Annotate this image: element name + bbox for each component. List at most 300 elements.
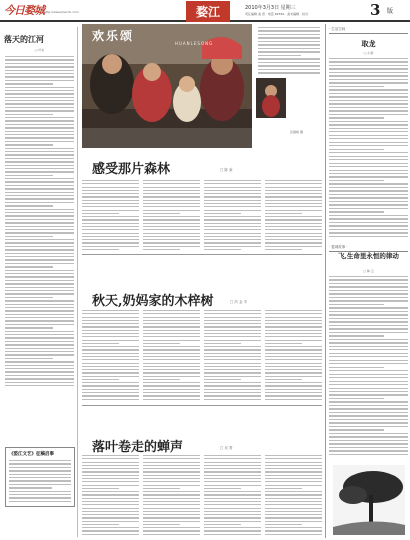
text-line <box>9 480 71 481</box>
text-line <box>329 283 408 284</box>
text-line <box>204 501 261 502</box>
text-line <box>143 336 200 337</box>
text-line <box>9 487 52 488</box>
text-line <box>5 144 53 145</box>
text-line <box>9 494 71 495</box>
text-line <box>329 79 408 80</box>
text-line <box>143 530 200 531</box>
text-line <box>5 148 74 149</box>
text-line <box>265 210 322 211</box>
text-line <box>82 392 139 393</box>
right-article-body-1 <box>329 58 408 237</box>
text-line <box>329 152 408 153</box>
text-column <box>204 455 261 537</box>
text-line <box>329 307 408 308</box>
text-line <box>82 340 139 341</box>
text-line <box>265 236 322 237</box>
text-line <box>82 504 139 505</box>
text-line <box>82 223 139 224</box>
text-line <box>204 521 261 522</box>
text-line <box>82 488 119 489</box>
text-line <box>265 527 322 528</box>
text-line <box>265 346 322 347</box>
text-line <box>5 90 74 91</box>
text-line <box>143 399 200 400</box>
text-line <box>82 530 139 531</box>
text-line <box>82 369 139 370</box>
text-column <box>204 310 261 402</box>
text-line <box>204 343 241 344</box>
text-line <box>265 511 322 512</box>
text-line <box>204 498 261 499</box>
text-line <box>5 76 74 77</box>
text-line <box>265 521 322 522</box>
left-article-body <box>2 56 77 386</box>
text-line <box>329 142 408 143</box>
text-line <box>5 341 74 342</box>
text-line <box>204 392 261 393</box>
text-line <box>204 488 241 489</box>
text-line <box>258 55 301 56</box>
text-line <box>5 127 74 128</box>
text-line <box>5 198 74 199</box>
text-line <box>82 349 139 350</box>
text-line <box>82 183 139 184</box>
text-line <box>329 398 384 399</box>
text-line <box>143 376 200 377</box>
text-line <box>258 37 320 38</box>
text-line <box>5 314 74 315</box>
text-line <box>143 478 200 479</box>
text-line <box>204 206 261 207</box>
text-line <box>329 325 408 326</box>
text-line <box>204 313 261 314</box>
text-line <box>5 165 74 166</box>
text-line <box>82 326 139 327</box>
text-line <box>329 218 408 219</box>
text-line <box>265 317 322 318</box>
text-line <box>82 180 139 181</box>
left-column <box>2 27 78 537</box>
text-line <box>143 508 200 509</box>
text-line <box>265 458 322 459</box>
text-line <box>82 246 139 247</box>
text-line <box>204 366 261 367</box>
text-line <box>82 346 139 347</box>
text-line <box>5 297 53 298</box>
text-line <box>258 30 320 31</box>
text-line <box>258 34 320 35</box>
text-line <box>204 458 261 459</box>
text-line <box>143 193 200 194</box>
text-line <box>82 395 139 396</box>
text-line <box>143 216 200 217</box>
text-line <box>82 462 139 463</box>
text-line <box>82 229 139 230</box>
text-line <box>329 131 408 132</box>
text-line <box>5 202 74 203</box>
text-line <box>143 389 200 390</box>
right-article-author-1: □ 小新 <box>363 51 374 55</box>
text-line <box>82 200 139 201</box>
text-line <box>329 346 408 347</box>
text-line <box>5 365 74 366</box>
text-line <box>5 280 74 281</box>
text-line <box>265 187 322 188</box>
text-line <box>265 481 322 482</box>
text-line <box>204 229 261 230</box>
text-line <box>265 343 302 344</box>
text-line <box>265 389 322 390</box>
text-line <box>5 175 53 176</box>
text-line <box>143 524 180 525</box>
text-line <box>9 460 71 461</box>
text-line <box>5 320 74 321</box>
article-3-title: 落叶卷走的蝉声 <box>92 440 184 455</box>
text-line <box>204 524 241 525</box>
text-column <box>82 180 139 252</box>
text-line <box>82 517 139 518</box>
text-line <box>329 353 408 354</box>
text-line <box>329 356 408 357</box>
text-line <box>82 366 139 367</box>
text-line <box>143 395 200 396</box>
text-line <box>265 366 322 367</box>
issue-date: 2010年3月3日 星期三 <box>245 5 296 11</box>
text-line <box>265 376 322 377</box>
text-line <box>5 73 74 74</box>
text-line <box>329 236 408 237</box>
text-line <box>143 356 200 357</box>
text-line <box>5 222 74 223</box>
text-line <box>5 259 74 260</box>
text-line <box>5 276 74 277</box>
text-line <box>204 249 241 250</box>
text-line <box>329 107 408 108</box>
text-line <box>258 51 320 52</box>
text-line <box>329 381 408 382</box>
text-line <box>82 323 139 324</box>
text-line <box>9 501 71 502</box>
text-line <box>329 279 408 280</box>
text-line <box>204 226 261 227</box>
text-line <box>329 176 408 177</box>
text-line <box>143 187 200 188</box>
text-line <box>204 242 261 243</box>
text-line <box>82 210 139 211</box>
text-line <box>5 283 74 284</box>
text-line <box>258 69 320 70</box>
text-line <box>265 200 322 201</box>
text-line <box>143 320 200 321</box>
text-line <box>143 343 180 344</box>
text-line <box>5 266 53 267</box>
text-line <box>5 93 74 94</box>
text-line <box>329 394 408 395</box>
text-line <box>82 527 139 528</box>
text-line <box>143 249 180 250</box>
text-line <box>204 233 261 234</box>
text-line <box>265 478 322 479</box>
text-line <box>265 223 322 224</box>
text-line <box>5 293 74 294</box>
text-line <box>204 346 261 347</box>
text-line <box>329 103 408 104</box>
text-line <box>329 429 384 430</box>
text-line <box>82 236 139 237</box>
text-line <box>204 356 261 357</box>
text-line <box>143 223 200 224</box>
text-line <box>329 450 408 451</box>
text-line <box>5 114 53 115</box>
text-line <box>5 212 74 213</box>
text-line <box>329 190 408 191</box>
text-line <box>143 501 200 502</box>
text-line <box>5 120 74 121</box>
article-3 <box>82 436 183 455</box>
text-line <box>9 497 71 498</box>
text-line <box>5 354 74 355</box>
text-line <box>329 342 408 343</box>
text-line <box>204 462 261 463</box>
text-line <box>5 334 74 335</box>
text-line <box>9 470 71 471</box>
text-line <box>329 89 408 90</box>
text-line <box>329 72 408 73</box>
text-line <box>204 389 261 390</box>
text-line <box>329 145 408 146</box>
text-line <box>265 488 302 489</box>
text-line <box>82 219 139 220</box>
banner-title: 欢乐颂 <box>92 29 135 43</box>
text-line <box>82 363 139 364</box>
article-2 <box>82 290 214 309</box>
text-line <box>5 205 53 206</box>
text-line <box>5 310 74 311</box>
text-line <box>204 468 261 469</box>
text-line <box>82 534 139 535</box>
text-line <box>329 440 408 441</box>
text-line <box>265 249 302 250</box>
text-line <box>204 511 261 512</box>
article-2-author: □ 冯 金 辛 <box>230 300 248 304</box>
text-line <box>265 336 322 337</box>
text-line <box>329 166 408 167</box>
text-line <box>143 206 200 207</box>
text-line <box>5 87 74 88</box>
text-line <box>204 530 261 531</box>
text-line <box>329 405 408 406</box>
text-line <box>204 471 261 472</box>
text-line <box>5 331 74 332</box>
text-line <box>82 372 139 373</box>
editor-info: 责任编辑 美 君 · 电话 82362 · 美术编辑 · 校对 <box>245 12 308 16</box>
text-line <box>329 419 408 420</box>
text-line <box>82 379 119 380</box>
text-line <box>265 455 322 456</box>
text-line <box>82 356 139 357</box>
text-line <box>143 236 200 237</box>
text-line <box>5 375 74 376</box>
text-line <box>143 346 200 347</box>
text-line <box>204 310 261 311</box>
text-line <box>143 392 200 393</box>
text-line <box>82 385 139 386</box>
text-line <box>204 180 261 181</box>
text-line <box>329 311 408 312</box>
text-line <box>329 117 384 118</box>
text-line <box>82 389 139 390</box>
text-line <box>5 249 74 250</box>
text-line <box>5 232 74 233</box>
text-line <box>329 114 408 115</box>
text-line <box>265 330 322 331</box>
text-line <box>265 530 322 531</box>
text-line <box>204 514 261 515</box>
text-line <box>5 382 74 383</box>
text-line <box>5 59 74 60</box>
text-line <box>143 196 200 197</box>
text-line <box>329 149 384 150</box>
text-line <box>329 232 408 233</box>
text-line <box>5 337 74 338</box>
text-line <box>329 197 408 198</box>
text-line <box>265 180 322 181</box>
text-line <box>5 141 74 142</box>
text-line <box>204 333 261 334</box>
text-line <box>265 465 322 466</box>
text-line <box>5 63 74 64</box>
text-line <box>265 333 322 334</box>
text-line <box>265 239 322 240</box>
text-line <box>82 376 139 377</box>
text-line <box>82 233 139 234</box>
text-line <box>82 242 139 243</box>
text-line <box>5 256 74 257</box>
text-line <box>204 353 261 354</box>
text-line <box>204 246 261 247</box>
text-line <box>265 246 322 247</box>
text-line <box>265 193 322 194</box>
text-line <box>204 491 261 492</box>
text-line <box>5 304 74 305</box>
text-line <box>329 183 408 184</box>
text-line <box>329 276 408 277</box>
text-line <box>143 494 200 495</box>
text-line <box>82 333 139 334</box>
text-line <box>82 458 139 459</box>
text-line <box>143 317 200 318</box>
text-line <box>5 368 74 369</box>
text-line <box>143 239 200 240</box>
page-unit: 版 <box>387 8 394 15</box>
text-line <box>143 527 200 528</box>
text-line <box>329 391 408 392</box>
text-line <box>143 353 200 354</box>
text-column <box>204 180 261 252</box>
call-for-submissions-title: 《婺江文艺》征稿启事 <box>9 452 54 457</box>
text-line <box>143 517 200 518</box>
text-line <box>5 117 74 118</box>
text-line <box>329 363 408 364</box>
text-line <box>329 433 408 434</box>
text-line <box>265 399 322 400</box>
text-line <box>258 27 320 28</box>
text-line <box>82 313 139 314</box>
text-line <box>204 336 261 337</box>
text-line <box>265 475 322 476</box>
text-line <box>329 300 408 301</box>
text-line <box>204 527 261 528</box>
article-1-author: □ 陈 秉 <box>220 168 233 172</box>
text-line <box>265 382 322 383</box>
text-line <box>329 204 408 205</box>
text-line <box>5 185 74 186</box>
text-line <box>5 287 74 288</box>
text-line <box>204 349 261 350</box>
text-line <box>82 239 139 240</box>
text-column <box>143 180 200 252</box>
text-line <box>143 455 200 456</box>
text-line <box>143 340 200 341</box>
text-line <box>82 203 139 204</box>
text-line <box>329 377 408 378</box>
right-article-body-2 <box>329 269 408 457</box>
text-line <box>329 96 408 97</box>
text-line <box>143 385 200 386</box>
text-line <box>258 65 320 66</box>
text-line <box>82 330 139 331</box>
text-line <box>82 491 139 492</box>
text-line <box>5 236 53 237</box>
text-line <box>143 349 200 350</box>
text-line <box>9 484 71 485</box>
text-line <box>265 226 322 227</box>
text-line <box>82 317 139 318</box>
text-line <box>5 226 74 227</box>
child-photo-image <box>256 78 286 118</box>
text-line <box>265 385 322 386</box>
text-line <box>5 80 74 81</box>
text-line <box>265 310 322 311</box>
text-line <box>204 213 241 214</box>
text-line <box>5 351 74 352</box>
text-column <box>265 180 322 252</box>
text-line <box>329 443 408 444</box>
text-line <box>265 190 322 191</box>
text-line <box>329 110 408 111</box>
text-line <box>143 359 200 360</box>
text-line <box>204 223 261 224</box>
text-line <box>329 215 408 216</box>
text-line <box>5 192 74 193</box>
text-line <box>5 263 74 264</box>
text-line <box>204 399 261 400</box>
newspaper-logo: 今日婺城 <box>4 4 44 17</box>
text-line <box>82 501 139 502</box>
text-line <box>329 201 408 202</box>
article-3-author: □ 吴 菁 <box>220 446 233 450</box>
text-line <box>329 208 408 209</box>
text-line <box>143 379 180 380</box>
page-number: 3 <box>370 1 381 19</box>
text-line <box>265 216 322 217</box>
text-line <box>329 328 408 329</box>
text-line <box>5 154 74 155</box>
text-line <box>265 196 322 197</box>
text-line <box>265 494 322 495</box>
text-line <box>204 478 261 479</box>
